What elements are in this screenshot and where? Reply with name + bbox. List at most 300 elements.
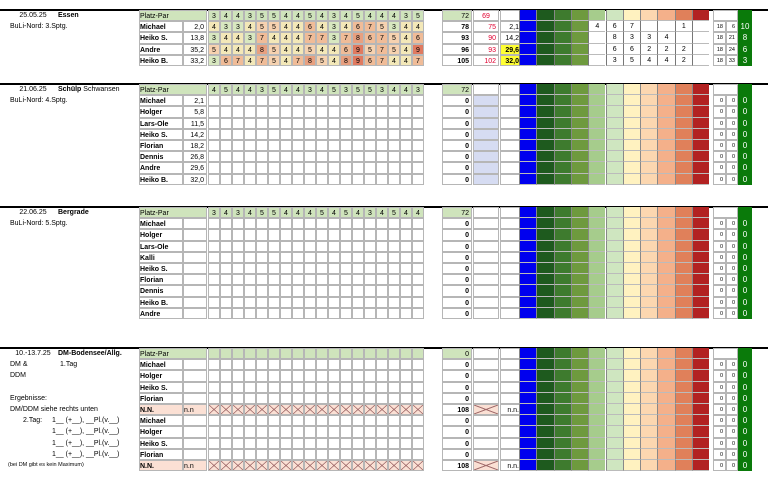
- hole-score[interactable]: [304, 140, 316, 151]
- hole-score[interactable]: [208, 174, 220, 185]
- hole-score[interactable]: [244, 370, 256, 381]
- hole-score[interactable]: [364, 460, 376, 471]
- hole-score[interactable]: [376, 460, 388, 471]
- hole-score[interactable]: [220, 308, 232, 319]
- hole-score[interactable]: [388, 218, 400, 229]
- hole-score[interactable]: [352, 174, 364, 185]
- hole-score[interactable]: 4: [208, 21, 220, 32]
- hole-score[interactable]: [244, 95, 256, 106]
- hole-score[interactable]: 4: [412, 21, 424, 32]
- hole-score[interactable]: [364, 162, 376, 173]
- hole-score[interactable]: [340, 426, 352, 437]
- hole-score[interactable]: [232, 252, 244, 263]
- hole-score[interactable]: [340, 106, 352, 117]
- hole-score[interactable]: [256, 106, 268, 117]
- hole-score[interactable]: [280, 415, 292, 426]
- hole-score[interactable]: [364, 263, 376, 274]
- hole-score[interactable]: [268, 359, 280, 370]
- hole-score[interactable]: [376, 229, 388, 240]
- hole-score[interactable]: [412, 274, 424, 285]
- hole-score[interactable]: 3: [220, 21, 232, 32]
- hole-score[interactable]: [208, 151, 220, 162]
- hole-score[interactable]: [364, 449, 376, 460]
- hole-score[interactable]: [328, 162, 340, 173]
- hole-score[interactable]: [316, 359, 328, 370]
- hole-score[interactable]: [388, 415, 400, 426]
- hole-score[interactable]: [232, 162, 244, 173]
- hole-score[interactable]: [280, 285, 292, 296]
- hole-score[interactable]: [328, 382, 340, 393]
- hole-score[interactable]: [400, 274, 412, 285]
- hole-score[interactable]: [376, 370, 388, 381]
- hole-score[interactable]: [328, 438, 340, 449]
- hole-score[interactable]: [352, 129, 364, 140]
- hole-score[interactable]: [340, 162, 352, 173]
- hole-score[interactable]: [316, 404, 328, 415]
- hole-score[interactable]: [400, 174, 412, 185]
- hole-score[interactable]: [280, 106, 292, 117]
- hole-score[interactable]: [400, 460, 412, 471]
- hole-score[interactable]: [208, 241, 220, 252]
- hole-score[interactable]: [244, 241, 256, 252]
- hole-score[interactable]: [412, 370, 424, 381]
- hole-score[interactable]: [316, 370, 328, 381]
- hole-score[interactable]: [280, 241, 292, 252]
- hole-score[interactable]: [376, 140, 388, 151]
- hole-score[interactable]: 4: [340, 21, 352, 32]
- hole-score[interactable]: [412, 297, 424, 308]
- hole-score[interactable]: [220, 370, 232, 381]
- hole-score[interactable]: [352, 359, 364, 370]
- hole-score[interactable]: [304, 174, 316, 185]
- hole-score[interactable]: [364, 229, 376, 240]
- hole-score[interactable]: [400, 359, 412, 370]
- hole-score[interactable]: [376, 274, 388, 285]
- hole-score[interactable]: [316, 297, 328, 308]
- hole-score[interactable]: 8: [352, 32, 364, 43]
- hole-score[interactable]: [220, 151, 232, 162]
- hole-score[interactable]: [208, 274, 220, 285]
- hole-score[interactable]: [280, 460, 292, 471]
- hole-score[interactable]: [208, 297, 220, 308]
- hole-score[interactable]: [412, 263, 424, 274]
- hole-score[interactable]: [292, 263, 304, 274]
- hole-score[interactable]: [304, 95, 316, 106]
- hole-score[interactable]: [328, 263, 340, 274]
- hole-score[interactable]: [268, 393, 280, 404]
- hole-score[interactable]: [208, 118, 220, 129]
- hole-score[interactable]: [316, 263, 328, 274]
- hole-score[interactable]: [280, 438, 292, 449]
- hole-score[interactable]: 6: [220, 55, 232, 66]
- hole-score[interactable]: [292, 229, 304, 240]
- hole-score[interactable]: [400, 438, 412, 449]
- hole-score[interactable]: [268, 460, 280, 471]
- hole-score[interactable]: [352, 274, 364, 285]
- hole-score[interactable]: [328, 460, 340, 471]
- hole-score[interactable]: [352, 460, 364, 471]
- hole-score[interactable]: [244, 404, 256, 415]
- hole-score[interactable]: [268, 308, 280, 319]
- hole-score[interactable]: [280, 129, 292, 140]
- hole-score[interactable]: [328, 129, 340, 140]
- hole-score[interactable]: [388, 162, 400, 173]
- hole-score[interactable]: [328, 370, 340, 381]
- hole-score[interactable]: [316, 129, 328, 140]
- hole-score[interactable]: [208, 95, 220, 106]
- hole-score[interactable]: [256, 118, 268, 129]
- hole-score[interactable]: [292, 95, 304, 106]
- hole-score[interactable]: [268, 118, 280, 129]
- hole-score[interactable]: [280, 140, 292, 151]
- hole-score[interactable]: [220, 229, 232, 240]
- hole-score[interactable]: [304, 393, 316, 404]
- hole-score[interactable]: 7: [412, 55, 424, 66]
- hole-score[interactable]: [268, 438, 280, 449]
- hole-score[interactable]: [292, 285, 304, 296]
- hole-score[interactable]: [328, 229, 340, 240]
- hole-score[interactable]: [304, 297, 316, 308]
- hole-score[interactable]: [280, 151, 292, 162]
- hole-score[interactable]: [316, 140, 328, 151]
- hole-score[interactable]: [268, 241, 280, 252]
- hole-score[interactable]: [376, 218, 388, 229]
- hole-score[interactable]: [352, 404, 364, 415]
- hole-score[interactable]: [232, 241, 244, 252]
- hole-score[interactable]: 5: [268, 44, 280, 55]
- hole-score[interactable]: [400, 370, 412, 381]
- hole-score[interactable]: [400, 162, 412, 173]
- hole-score[interactable]: [280, 252, 292, 263]
- hole-score[interactable]: [256, 95, 268, 106]
- hole-score[interactable]: [304, 274, 316, 285]
- hole-score[interactable]: 4: [280, 32, 292, 43]
- hole-score[interactable]: [304, 460, 316, 471]
- hole-score[interactable]: [412, 151, 424, 162]
- hole-score[interactable]: [268, 174, 280, 185]
- hole-score[interactable]: 4: [400, 21, 412, 32]
- hole-score[interactable]: [304, 218, 316, 229]
- hole-score[interactable]: [364, 359, 376, 370]
- hole-score[interactable]: [328, 297, 340, 308]
- hole-score[interactable]: [244, 151, 256, 162]
- hole-score[interactable]: [208, 129, 220, 140]
- hole-score[interactable]: [304, 229, 316, 240]
- hole-score[interactable]: 7: [256, 32, 268, 43]
- hole-score[interactable]: [340, 129, 352, 140]
- hole-score[interactable]: [292, 151, 304, 162]
- hole-score[interactable]: [388, 95, 400, 106]
- hole-score[interactable]: [328, 241, 340, 252]
- hole-score[interactable]: [220, 438, 232, 449]
- hole-score[interactable]: [220, 393, 232, 404]
- hole-score[interactable]: [256, 162, 268, 173]
- hole-score[interactable]: [340, 393, 352, 404]
- hole-score[interactable]: 7: [256, 55, 268, 66]
- hole-score[interactable]: 4: [400, 44, 412, 55]
- hole-score[interactable]: [292, 382, 304, 393]
- hole-score[interactable]: 5: [364, 44, 376, 55]
- hole-score[interactable]: [256, 308, 268, 319]
- hole-score[interactable]: [304, 308, 316, 319]
- hole-score[interactable]: [412, 449, 424, 460]
- hole-score[interactable]: [388, 404, 400, 415]
- hole-score[interactable]: [292, 140, 304, 151]
- hole-score[interactable]: [364, 118, 376, 129]
- hole-score[interactable]: 5: [208, 44, 220, 55]
- hole-score[interactable]: [412, 218, 424, 229]
- hole-score[interactable]: [232, 174, 244, 185]
- hole-score[interactable]: [232, 393, 244, 404]
- hole-score[interactable]: [232, 106, 244, 117]
- hole-score[interactable]: [208, 438, 220, 449]
- hole-score[interactable]: [232, 129, 244, 140]
- hole-score[interactable]: [208, 415, 220, 426]
- hole-score[interactable]: [352, 118, 364, 129]
- hole-score[interactable]: 4: [280, 55, 292, 66]
- hole-score[interactable]: [352, 229, 364, 240]
- hole-score[interactable]: [304, 263, 316, 274]
- hole-score[interactable]: 4: [280, 21, 292, 32]
- hole-score[interactable]: 7: [376, 44, 388, 55]
- hole-score[interactable]: 4: [316, 21, 328, 32]
- hole-score[interactable]: [352, 252, 364, 263]
- hole-score[interactable]: [268, 404, 280, 415]
- hole-score[interactable]: [280, 426, 292, 437]
- hole-score[interactable]: [388, 263, 400, 274]
- hole-score[interactable]: [268, 382, 280, 393]
- hole-score[interactable]: [244, 426, 256, 437]
- hole-score[interactable]: [304, 241, 316, 252]
- hole-score[interactable]: [304, 285, 316, 296]
- hole-score[interactable]: [412, 308, 424, 319]
- hole-score[interactable]: [280, 229, 292, 240]
- hole-score[interactable]: [280, 393, 292, 404]
- hole-score[interactable]: [256, 415, 268, 426]
- hole-score[interactable]: 5: [304, 44, 316, 55]
- hole-score[interactable]: [364, 297, 376, 308]
- hole-score[interactable]: 3: [208, 55, 220, 66]
- hole-score[interactable]: [232, 297, 244, 308]
- hole-score[interactable]: [268, 95, 280, 106]
- hole-score[interactable]: 7: [316, 32, 328, 43]
- hole-score[interactable]: [280, 359, 292, 370]
- hole-score[interactable]: [376, 241, 388, 252]
- hole-score[interactable]: [244, 129, 256, 140]
- hole-score[interactable]: [280, 274, 292, 285]
- hole-score[interactable]: [316, 285, 328, 296]
- hole-score[interactable]: [400, 229, 412, 240]
- hole-score[interactable]: [412, 106, 424, 117]
- hole-score[interactable]: [244, 274, 256, 285]
- hole-score[interactable]: [232, 438, 244, 449]
- hole-score[interactable]: [316, 218, 328, 229]
- hole-score[interactable]: 5: [268, 55, 280, 66]
- hole-score[interactable]: [292, 297, 304, 308]
- hole-score[interactable]: [256, 241, 268, 252]
- hole-score[interactable]: [412, 252, 424, 263]
- hole-score[interactable]: [400, 95, 412, 106]
- hole-score[interactable]: [412, 140, 424, 151]
- hole-score[interactable]: [244, 359, 256, 370]
- hole-score[interactable]: [352, 438, 364, 449]
- hole-score[interactable]: [388, 174, 400, 185]
- hole-score[interactable]: [412, 129, 424, 140]
- hole-score[interactable]: 5: [388, 44, 400, 55]
- hole-score[interactable]: 9: [412, 44, 424, 55]
- hole-score[interactable]: [208, 229, 220, 240]
- hole-score[interactable]: [280, 370, 292, 381]
- hole-score[interactable]: [400, 308, 412, 319]
- hole-score[interactable]: [292, 252, 304, 263]
- hole-score[interactable]: [268, 449, 280, 460]
- hole-score[interactable]: [340, 151, 352, 162]
- hole-score[interactable]: [340, 449, 352, 460]
- hole-score[interactable]: [280, 297, 292, 308]
- hole-score[interactable]: 8: [256, 44, 268, 55]
- hole-score[interactable]: [256, 382, 268, 393]
- hole-score[interactable]: [244, 460, 256, 471]
- hole-score[interactable]: [292, 393, 304, 404]
- hole-score[interactable]: [400, 129, 412, 140]
- hole-score[interactable]: 6: [412, 32, 424, 43]
- hole-score[interactable]: [376, 382, 388, 393]
- hole-score[interactable]: [220, 263, 232, 274]
- hole-score[interactable]: [364, 174, 376, 185]
- hole-score[interactable]: 3: [208, 32, 220, 43]
- hole-score[interactable]: [280, 404, 292, 415]
- hole-score[interactable]: [412, 95, 424, 106]
- hole-score[interactable]: [400, 118, 412, 129]
- hole-score[interactable]: [292, 274, 304, 285]
- hole-score[interactable]: [280, 118, 292, 129]
- hole-score[interactable]: [388, 106, 400, 117]
- hole-score[interactable]: [352, 95, 364, 106]
- hole-score[interactable]: [340, 438, 352, 449]
- hole-score[interactable]: [376, 308, 388, 319]
- hole-score[interactable]: 4: [244, 55, 256, 66]
- hole-score[interactable]: [256, 438, 268, 449]
- hole-score[interactable]: 7: [376, 55, 388, 66]
- hole-score[interactable]: [328, 274, 340, 285]
- hole-score[interactable]: 6: [364, 32, 376, 43]
- hole-score[interactable]: [412, 241, 424, 252]
- hole-score[interactable]: [388, 274, 400, 285]
- hole-score[interactable]: 4: [292, 44, 304, 55]
- hole-score[interactable]: [292, 118, 304, 129]
- hole-score[interactable]: [208, 370, 220, 381]
- hole-score[interactable]: [244, 174, 256, 185]
- hole-score[interactable]: [376, 106, 388, 117]
- hole-score[interactable]: [256, 449, 268, 460]
- hole-score[interactable]: 4: [280, 44, 292, 55]
- hole-score[interactable]: 3: [244, 32, 256, 43]
- hole-score[interactable]: [220, 95, 232, 106]
- hole-score[interactable]: [256, 285, 268, 296]
- hole-score[interactable]: [364, 404, 376, 415]
- hole-score[interactable]: [340, 404, 352, 415]
- hole-score[interactable]: [304, 151, 316, 162]
- hole-score[interactable]: [316, 382, 328, 393]
- hole-score[interactable]: [340, 241, 352, 252]
- hole-score[interactable]: [280, 95, 292, 106]
- hole-score[interactable]: [328, 140, 340, 151]
- hole-score[interactable]: [352, 140, 364, 151]
- hole-score[interactable]: [412, 393, 424, 404]
- hole-score[interactable]: [304, 404, 316, 415]
- hole-score[interactable]: [232, 382, 244, 393]
- hole-score[interactable]: [268, 297, 280, 308]
- hole-score[interactable]: [376, 285, 388, 296]
- hole-score[interactable]: [244, 382, 256, 393]
- hole-score[interactable]: [376, 393, 388, 404]
- hole-score[interactable]: [340, 382, 352, 393]
- hole-score[interactable]: [376, 162, 388, 173]
- hole-score[interactable]: [244, 263, 256, 274]
- hole-score[interactable]: [256, 426, 268, 437]
- hole-score[interactable]: [364, 140, 376, 151]
- hole-score[interactable]: [268, 162, 280, 173]
- hole-score[interactable]: [232, 218, 244, 229]
- hole-score[interactable]: [364, 95, 376, 106]
- hole-score[interactable]: [280, 218, 292, 229]
- hole-score[interactable]: [400, 218, 412, 229]
- hole-score[interactable]: [220, 297, 232, 308]
- hole-score[interactable]: [232, 308, 244, 319]
- hole-score[interactable]: [388, 370, 400, 381]
- hole-score[interactable]: [364, 241, 376, 252]
- hole-score[interactable]: [292, 370, 304, 381]
- hole-score[interactable]: [268, 218, 280, 229]
- hole-score[interactable]: [376, 118, 388, 129]
- hole-score[interactable]: 4: [316, 44, 328, 55]
- hole-score[interactable]: [292, 359, 304, 370]
- hole-score[interactable]: [208, 449, 220, 460]
- hole-score[interactable]: [304, 359, 316, 370]
- hole-score[interactable]: [352, 263, 364, 274]
- hole-score[interactable]: [256, 359, 268, 370]
- hole-score[interactable]: 4: [244, 21, 256, 32]
- hole-score[interactable]: [232, 426, 244, 437]
- hole-score[interactable]: [400, 106, 412, 117]
- hole-score[interactable]: [412, 229, 424, 240]
- hole-score[interactable]: [340, 218, 352, 229]
- hole-score[interactable]: [292, 438, 304, 449]
- hole-score[interactable]: [220, 252, 232, 263]
- hole-score[interactable]: 4: [220, 32, 232, 43]
- hole-score[interactable]: 6: [304, 21, 316, 32]
- hole-score[interactable]: [304, 370, 316, 381]
- hole-score[interactable]: [208, 140, 220, 151]
- hole-score[interactable]: 7: [364, 21, 376, 32]
- hole-score[interactable]: [388, 449, 400, 460]
- hole-score[interactable]: 8: [304, 55, 316, 66]
- hole-score[interactable]: [364, 426, 376, 437]
- hole-score[interactable]: [340, 297, 352, 308]
- hole-score[interactable]: [256, 370, 268, 381]
- hole-score[interactable]: [388, 297, 400, 308]
- hole-score[interactable]: [220, 218, 232, 229]
- hole-score[interactable]: [388, 118, 400, 129]
- hole-score[interactable]: [400, 393, 412, 404]
- hole-score[interactable]: [316, 274, 328, 285]
- hole-score[interactable]: [352, 162, 364, 173]
- hole-score[interactable]: [268, 426, 280, 437]
- hole-score[interactable]: [352, 426, 364, 437]
- hole-score[interactable]: [340, 370, 352, 381]
- hole-score[interactable]: 4: [400, 55, 412, 66]
- hole-score[interactable]: [220, 404, 232, 415]
